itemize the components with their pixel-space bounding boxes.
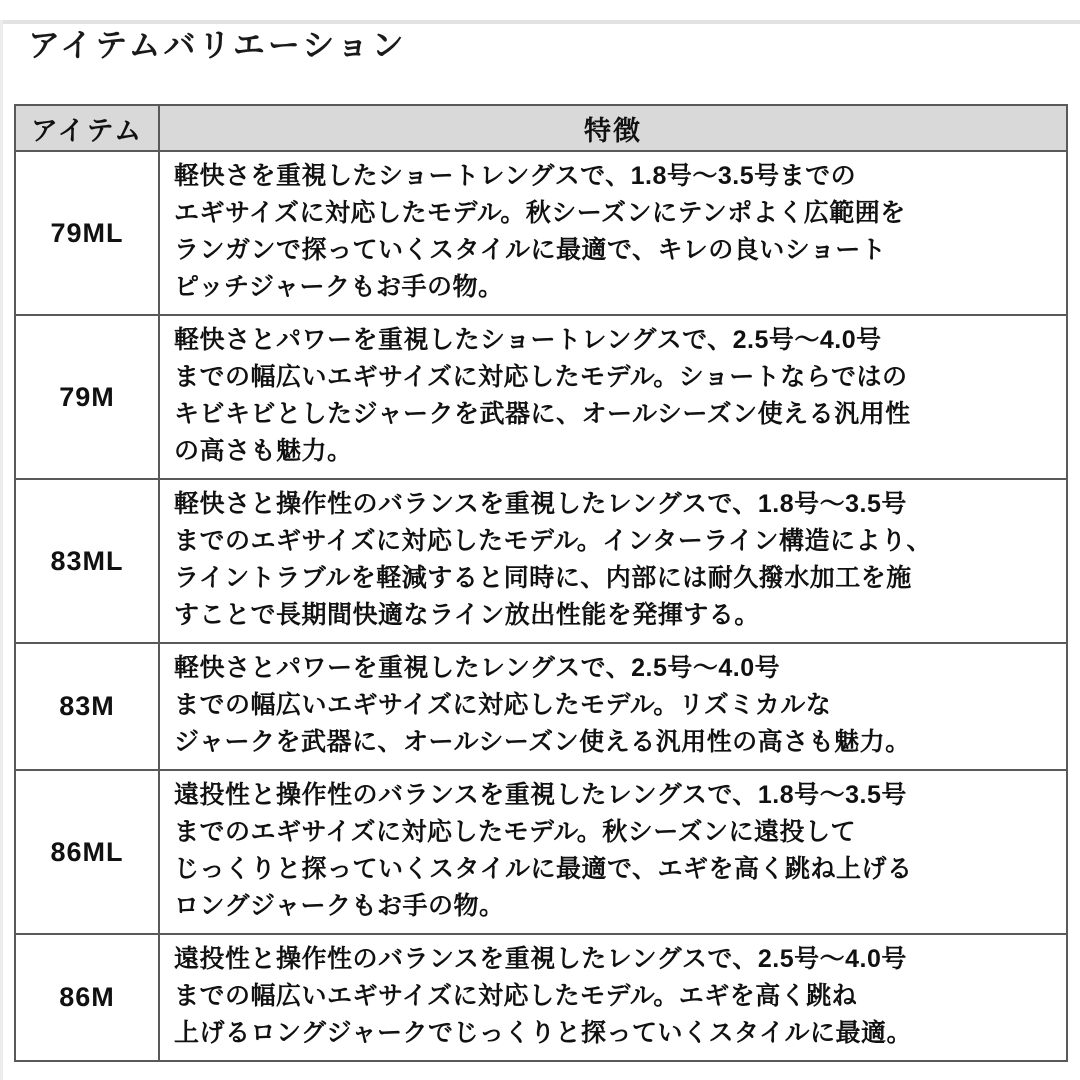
feature-line: 軽快さとパワーを重視したレングスで、2.5号〜4.0号	[174, 654, 781, 682]
table-row	[15, 479, 1067, 643]
feature-line: エギサイズに対応したモデル。秋シーズンにテンポよく広範囲を	[174, 199, 906, 227]
feature-line: の高さも魅力。	[174, 437, 353, 465]
feature-line: ランガンで探っていくスタイルに最適で、キレの良いショート	[174, 236, 887, 264]
feature-line: までの幅広いエギサイズに対応したモデル。エギを高く跳ね	[174, 982, 858, 1010]
item-code: 83M	[15, 643, 159, 770]
item-code: 86ML	[15, 770, 159, 934]
feature-line: 軽快さを重視したショートレングスで、1.8号〜3.5号までの	[174, 162, 857, 190]
page-title: アイテムバリエーション	[28, 27, 407, 63]
feature-description	[159, 151, 1067, 315]
feature-line: キビキビとしたジャークを武器に、オールシーズン使える汎用性	[174, 400, 911, 428]
table-row	[15, 151, 1067, 315]
item-variation-table	[14, 104, 1068, 1062]
feature-description	[159, 934, 1067, 1061]
feature-description	[159, 643, 1067, 770]
feature-line: までの幅広いエギサイズに対応したモデル。リズミカルな	[174, 691, 832, 719]
item-code: 79M	[15, 315, 159, 479]
feature-line: までのエギサイズに対応したモデル。インターライン構造により、	[174, 527, 933, 555]
table-header-row	[15, 105, 1067, 151]
feature-line: すことで長期間快適なライン放出性能を発揮する。	[174, 601, 760, 629]
feature-line: じっくりと探っていくスタイルに最適で、エギを高く跳ね上げる	[174, 855, 913, 883]
feature-column-header: 特徴	[159, 105, 1067, 151]
feature-description	[159, 770, 1067, 934]
feature-line: 遠投性と操作性のバランスを重視したレングスで、1.8号〜3.5号	[174, 781, 907, 809]
table-row	[15, 315, 1067, 479]
table-row	[15, 770, 1067, 934]
feature-line: までのエギサイズに対応したモデル。秋シーズンに遠投して	[174, 818, 857, 846]
table-row	[15, 643, 1067, 770]
feature-line: ジャークを武器に、オールシーズン使える汎用性の高さも魅力。	[174, 728, 911, 756]
feature-description	[159, 315, 1067, 479]
item-code: 79ML	[15, 151, 159, 315]
photo-edge-top	[0, 20, 1080, 24]
feature-line: ライントラブルを軽減すると同時に、内部には耐久撥水加工を施	[174, 564, 912, 592]
feature-line: 軽快さと操作性のバランスを重視したレングスで、1.8号〜3.5号	[174, 490, 907, 518]
feature-line: までの幅広いエギサイズに対応したモデル。ショートならではの	[174, 363, 908, 391]
feature-line: ロングジャークもお手の物。	[174, 892, 505, 920]
feature-line: 遠投性と操作性のバランスを重視したレングスで、2.5号〜4.0号	[174, 945, 907, 973]
photo-edge-left	[0, 20, 3, 1080]
table-row	[15, 934, 1067, 1061]
feature-line: ピッチジャークもお手の物。	[174, 273, 504, 301]
item-column-header: アイテム	[15, 105, 159, 151]
item-code: 83ML	[15, 479, 159, 643]
item-code: 86M	[15, 934, 159, 1061]
feature-line: 上げるロングジャークでじっくりと探っていくスタイルに最適。	[174, 1019, 913, 1047]
feature-description	[159, 479, 1067, 643]
feature-line: 軽快さとパワーを重視したショートレングスで、2.5号〜4.0号	[174, 326, 882, 354]
